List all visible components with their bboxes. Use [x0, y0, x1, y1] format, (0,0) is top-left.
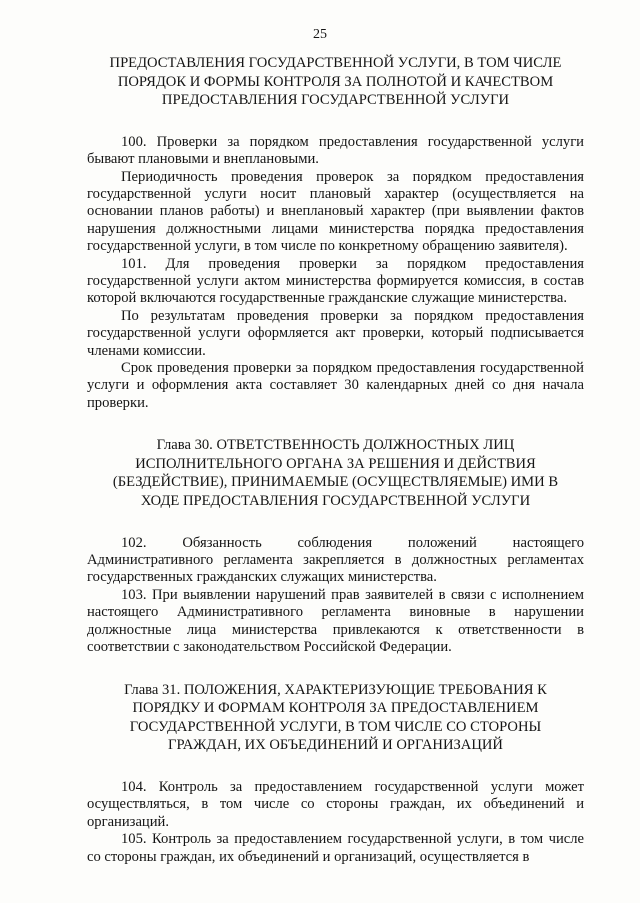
paragraph-103: 103. При выявлении нарушений прав заявителей в связи с исполнением настоящего Административного регламента виновные в нарушении должностные лица министерства привлекаются к ответственности в соответствии с законодательством Российской Федерации.: [87, 586, 584, 656]
heading-line: Глава 31. ПОЛОЖЕНИЯ, ХАРАКТЕРИЗУЮЩИЕ ТРЕБОВАНИЯ К: [124, 681, 547, 698]
heading-line: ПРЕДОСТАВЛЕНИЯ ГОСУДАРСТВЕННОЙ УСЛУГИ, В ТОМ ЧИСЛЕ: [109, 55, 562, 71]
heading-line: ГРАЖДАН, ИХ ОБЪЕДИНЕНИЙ И ОРГАНИЗАЦИЙ: [168, 737, 503, 754]
chapter-31-heading: [87, 681, 584, 755]
heading-line: ПОРЯДОК И ФОРМЫ КОНТРОЛЯ ЗА ПОЛНОТОЙ И КАЧЕСТВОМ: [117, 73, 554, 90]
paragraph-104: 104. Контроль за предоставлением государственной услуги может осуществляться, в том числе со стороны граждан, их объединений и организаций.: [87, 778, 584, 830]
paragraph-105: 105. Контроль за предоставлением государственной услуги, в том числе со стороны граждан, их объединений и организаций, осуществляется в: [87, 831, 584, 865]
heading-line: ИСПОЛНИТЕЛЬНОГО ОРГАНА ЗА РЕШЕНИЯ И ДЕЙСТВИЯ: [135, 455, 536, 472]
heading-line: Глава 30. ОТВЕТСТВЕННОСТЬ ДОЛЖНОСТНЫХ ЛИЦ: [156, 437, 515, 454]
paragraph-inspection-term: Срок проведения проверки за порядком предоставления государственной услуги и оформления акта составляет 30 календарных дней со дня начала проверки.: [87, 360, 584, 411]
page-content: [87, 54, 584, 866]
paragraph-100: 100. Проверки за порядком предоставления государственной услуги бывают плановыми и внеплановыми.: [87, 133, 584, 168]
paragraph-inspection-results: По результатам проведения проверки за порядком предоставления государственной услуги оформляется акт проверки, который подписывается членами комиссии.: [87, 307, 584, 359]
heading-line: ПОРЯДКУ И ФОРМАМ КОНТРОЛЯ ЗА ПРЕДОСТАВЛЕНИЕМ: [132, 700, 539, 717]
heading-line: (БЕЗДЕЙСТВИЕ), ПРИНИМАЕМЫЕ (ОСУЩЕСТВЛЯЕМЫЕ) ИМИ В: [112, 474, 559, 491]
chapter-30-heading: [87, 436, 584, 510]
heading-line: ХОДЕ ПРЕДОСТАВЛЕНИЯ ГОСУДАРСТВЕННОЙ УСЛУГИ: [140, 493, 531, 510]
heading-line: ГОСУДАРСТВЕННОЙ УСЛУГИ, В ТОМ ЧИСЛЕ СО СТОРОНЫ: [129, 718, 542, 735]
paragraph-periodicity: Периодичность проведения проверок за порядком предоставления государственной услуги носит плановый характер (осуществляется на основании планов работы) и внеплановый характер (при выявлении фактов нарушения должностными лицами министерства порядка предоставления государственной услуги, в том числе по конкретному обращению заявителя).: [87, 168, 584, 255]
heading-line: ПРЕДОСТАВЛЕНИЯ ГОСУДАРСТВЕННОЙ УСЛУГИ: [161, 92, 510, 109]
section-heading-continuation: [87, 54, 584, 110]
page-number: 25: [313, 27, 327, 42]
paragraph-102: 102. Обязанность соблюдения положений настоящего Административного регламента закрепляется в должностных регламентах государственных гражданских служащих министерства.: [87, 534, 584, 586]
paragraph-101: 101. Для проведения проверки за порядком предоставления государственной услуги актом министерства формируется комиссия, в состав которой включаются государственные гражданские служащие министерства.: [87, 255, 584, 307]
